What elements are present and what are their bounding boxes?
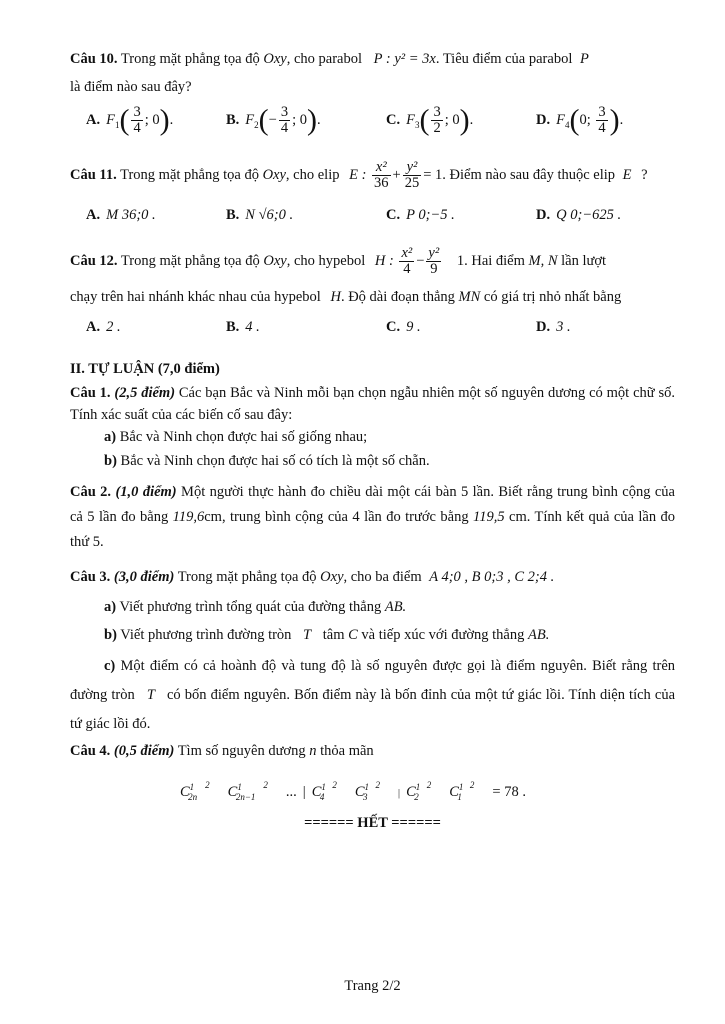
ellipsis: ... — [285, 784, 297, 800]
combination-term: $C^1_3^2$ — [354, 780, 381, 802]
option-value: P 0;−5 . — [406, 207, 455, 223]
equation-result: = 78 . — [492, 784, 526, 800]
answer-option — [386, 204, 455, 226]
option-value: N √6;0 . — [245, 207, 294, 223]
fraction: $\frac{\text{y²}}{25}$ — [404, 159, 420, 192]
answer-option — [86, 316, 121, 338]
fraction: $\frac{3}{4}$ — [133, 104, 141, 137]
answer-option — [536, 316, 571, 338]
option-value: Q 0;−625 . — [556, 207, 622, 223]
answer-option: D. $F_4(0$; $\frac{3}{4}$ ). — [536, 103, 624, 137]
fraction: $\frac{3}{2}$ — [433, 104, 441, 137]
points-list: A 4;0 , B 0;3 , C 2;4 . — [429, 569, 555, 585]
option-label: D. — [536, 207, 551, 223]
answer-option: B. $F_2(-$ $\frac{3}{4}$ ; 0). — [226, 103, 321, 137]
essay-3-part-c: c) Một điểm có cả hoành độ và tung độ là số nguyên được gọi là điểm nguyên. Biết rằng trên đường tròn T có bốn điểm nguyên. Bốn điểm này là bốn đỉnh của một tứ giác lồi. Tính diện tích của tứ giác lồi đó. — [70, 658, 676, 732]
essay-question-1: Câu 1. (2,5 điểm) Các bạn Bắc và Ninh mỗi bạn chọn ngẫu nhiên một số nguyên dương có một chữ số. Tính xác suất của các biến cố sau đây: — [70, 385, 675, 423]
option-label: B. — [226, 207, 240, 223]
page-footer: Trang 2/2 — [344, 978, 401, 994]
fraction: $\frac{3}{4}$ — [598, 104, 606, 137]
option-value: 3 . — [556, 319, 571, 335]
option-label: A. — [86, 319, 101, 335]
essay-1-part-b: b) Bắc và Ninh chọn được hai số có tích là một số chẵn. — [104, 453, 430, 469]
answer-option — [386, 316, 421, 338]
question-label: Câu 10. — [70, 51, 118, 67]
fraction: $\frac{\text{x²}}{4}$ — [401, 245, 413, 278]
question-12: Câu 12. Trong mặt phẳng tọa độ Oxy, cho hypebol H : $\frac{\text{x²}}{4}$ − $\frac{\text{y²}}{9}$ 1. Hai điểm M, N lần lượt — [70, 245, 607, 278]
fraction: $\frac{\text{y²}}{9}$ — [428, 245, 440, 278]
option-label: C. — [386, 112, 401, 128]
answer-option — [226, 316, 260, 338]
option-label: B. — [226, 112, 240, 128]
option-label: D. — [536, 112, 551, 128]
combination-term: $C^1_4^2$ — [311, 780, 337, 802]
option-label: B. — [226, 319, 240, 335]
essay-question-3: Câu 3. (3,0 điểm) Trong mặt phẳng tọa độ Oxy, cho ba điểm A 4;0 , B 0;3 , C 2;4 . — [70, 569, 555, 585]
answer-option: A. $F_1$( $\frac{3}{4}$ ; 0). — [86, 103, 174, 137]
answer-option — [226, 204, 293, 226]
essay-question-4: Câu 4. (0,5 điểm) Tìm số nguyên dương n thỏa mãn — [70, 743, 374, 759]
essay-3-part-a: a) Viết phương trình tổng quát của đường thẳng AB. — [104, 599, 407, 615]
end-marker: ====== HẾT ====== — [304, 815, 441, 831]
combination-term: $C^1_{2n}^2$ — [180, 780, 210, 802]
question-10-line2: là điểm nào sau đây? — [70, 79, 192, 95]
fraction: $\frac{\text{x²}}{36}$ — [374, 159, 389, 192]
parabol-equation: P : y² = 3x — [373, 51, 436, 67]
option-label: A. — [86, 112, 101, 128]
question-12-line2: chạy trên hai nhánh khác nhau của hypebol H. Độ dài đoạn thẳng MN có giá trị nhỏ nhất bằng — [70, 289, 622, 305]
question-10: Câu 10. Trong mặt phẳng tọa độ Oxy, cho parabol P : y² = 3x. Tiêu điểm của parabol P — [70, 51, 589, 67]
answer-option — [86, 204, 156, 226]
option-label: C. — [386, 207, 401, 223]
essay-3-part-b: b) Viết phương trình đường tròn T tâm C và tiếp xúc với đường thẳng AB. — [104, 627, 550, 643]
essay-1-part-a: a) Bắc và Ninh chọn được hai số giống nhau; — [104, 429, 368, 445]
option-value: 9 . — [406, 319, 421, 335]
combination-term: $C^1_{2n-1}^2$ — [227, 780, 268, 802]
essay-question-2: Câu 2. (1,0 điểm) Một người thực hành đo chiều dài một cái bàn 5 lần. Biết rằng trung bình cộng của cả 5 lần đo bằng 119,6cm, trung bình cộng của 4 lần đo trước bằng 119,5 cm. Tính kết quả của lần đo thứ 5. — [70, 484, 676, 550]
option-label: D. — [536, 319, 551, 335]
combination-formula: $C^1_{2n}^2$ $C^1_{2n-1}^2$ ... | $C^1_4^2$ $C^1_3^2|$ $C^1_2^2$ $C^1_1^2 = 78$ . — [180, 780, 526, 802]
option-label: A. — [86, 207, 101, 223]
option-value: M 36;0 . — [106, 207, 156, 223]
option-value: 4 . — [245, 319, 260, 335]
combination-term: $C^1_2^2$ — [406, 780, 432, 802]
section-title: II. TỰ LUẬN (7,0 điểm) — [70, 361, 220, 377]
option-label: C. — [386, 319, 401, 335]
question-11: Câu 11. Trong mặt phẳng tọa độ Oxy, cho elip E : $\frac{\text{x²}}{36}$ + $\frac{\text{y²}}{25}$ = 1. Điểm nào sau đây thuộc elip E ? — [70, 159, 648, 192]
fraction: $\frac{3}{4}$ — [280, 104, 289, 137]
answer-option — [536, 204, 621, 226]
combination-term: $C^1_1^2$ — [449, 780, 475, 802]
answer-option: C. $F_3$( $\frac{3}{2}$ ; 0). — [386, 103, 474, 137]
option-value: 2 . — [106, 319, 121, 335]
